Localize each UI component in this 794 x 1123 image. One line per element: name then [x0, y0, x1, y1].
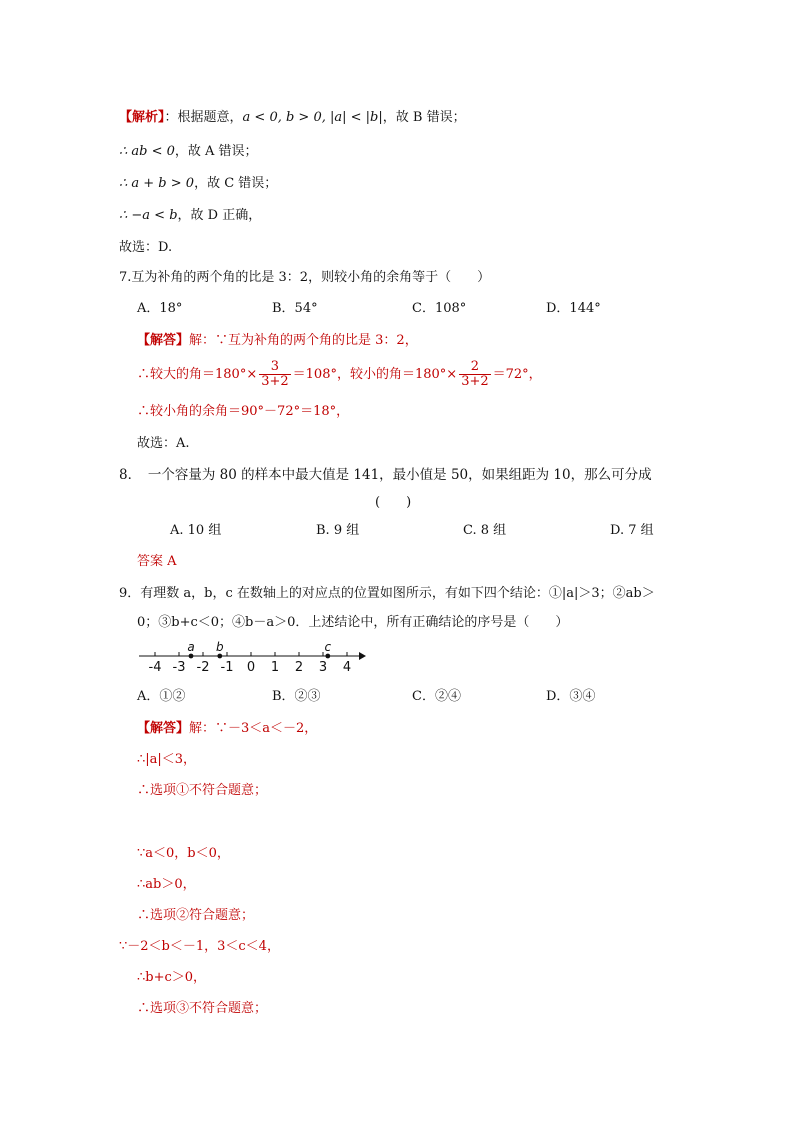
q7-solution-line-3: ∴较小角的余角＝90°－72°＝18°，: [137, 404, 350, 419]
q7-option-b: B．54°: [272, 301, 318, 316]
q9-solution-line-5: ∴ab＞0，: [137, 877, 196, 892]
analysis-tail: ，故 B 错误；: [382, 110, 466, 125]
q9-solution-line-6: ∴选项②符合题意；: [137, 908, 255, 923]
number-line-tick-label: -4: [148, 660, 162, 675]
q7-option-c: C．108°: [412, 301, 467, 316]
analysis-condition: a < 0, b > 0, |a| < |b|: [242, 110, 383, 125]
q8-option-a: A. 10 组: [170, 523, 222, 538]
q9-stem-line-2: 0；③b+c＜0；④b－a＞0．上述结论中，所有正确结论的序号是（ ）: [137, 615, 569, 630]
number-line-tick-label: 3: [318, 660, 328, 675]
analysis-math-3: ∴ a + b > 0: [119, 176, 195, 191]
analysis-math-2: ∴ ab < 0: [119, 144, 175, 159]
q7-option-d: D．144°: [546, 301, 601, 316]
q7-solution-text-1: 解：∵互为补角的两个角的比是 3：2，: [189, 333, 418, 348]
q9-solution-text-1: 解：∵－3＜a＜－2，: [189, 721, 318, 736]
number-line-point-b: [217, 654, 222, 659]
analysis-text-4: ，故 D 正确，: [177, 208, 262, 223]
q7-solution-tag: 【解答】: [137, 333, 190, 348]
number-line-tick-label: 2: [294, 660, 304, 675]
q8-answer: 答案 A: [137, 554, 177, 569]
analysis-text-3: ，故 C 错误；: [194, 176, 278, 191]
number-line-tick-label: -2: [196, 660, 210, 675]
analysis-intro: ：根据题意，: [164, 110, 243, 125]
analysis-line-2: [119, 143, 258, 161]
q9-solution-line-3: ∴选项①不符合题意；: [137, 783, 268, 798]
q8-option-d: D. 7 组: [610, 523, 654, 538]
q8-stem: 8． 一个容量为 80 的样本中最大值是 141，最小值是 50，如果组距为 10，那么可分成: [119, 467, 652, 483]
q7-fraction-1: [259, 360, 290, 389]
q7-fraction-2-den: 3+2: [461, 374, 489, 389]
q9-option-b: B．②③: [272, 689, 321, 704]
q9-solution-line-9: ∴选项③不符合题意；: [137, 1001, 268, 1016]
q9-option-c: C．②④: [412, 689, 461, 704]
analysis-tag: 【解析】: [119, 110, 165, 125]
analysis-line-1: [119, 109, 466, 127]
q7-fraction-2: [459, 360, 490, 389]
q8-option-c: C. 8 组: [463, 523, 507, 538]
number-line-ticks: [149, 652, 352, 675]
q9-solution-tag: 【解答】: [137, 721, 190, 736]
q7-fraction-1-den: 3+2: [261, 374, 289, 389]
number-line-tick-label: 1: [270, 660, 280, 675]
number-line-point-c: [325, 654, 330, 659]
q9-stem-line-1: 9．有理数 a，b，c 在数轴上的对应点的位置如图所示，有如下四个结论：①|a|＞3；②ab＞: [119, 586, 655, 601]
number-line-point-label-a: a: [187, 640, 195, 654]
analysis-math-4: ∴ −a < b: [119, 208, 178, 223]
q9-solution-line-8: ∴b+c＞0，: [137, 970, 207, 985]
q9-solution-line-2: ∴|a|＜3，: [137, 752, 197, 767]
q8-option-b: B. 9 组: [316, 523, 360, 538]
number-line: [137, 640, 367, 676]
q9-solution-line-7: ∵－2＜b＜－1，3＜c＜4，: [119, 939, 280, 954]
q9-solution-line-1: [137, 720, 317, 738]
q7-solution-text-2c: ＝72°，: [492, 367, 542, 382]
analysis-line-4: [119, 207, 261, 225]
number-line-point-label-c: c: [324, 640, 332, 654]
analysis-text-2: ，故 A 错误；: [174, 144, 258, 159]
q9-option-a: A．①②: [137, 689, 186, 704]
number-line-arrow-icon: [359, 652, 366, 660]
q9-solution-line-4: ∵a＜0，b＜0，: [137, 846, 230, 861]
q7-solution-line-2: [137, 358, 542, 392]
q7-fraction-2-num: 2: [470, 359, 480, 374]
analysis-choice: 故选：D.: [119, 240, 173, 255]
q7-solution-line-1: [137, 332, 418, 350]
number-line-point-a: [189, 654, 194, 659]
q7-choice: 故选：A.: [137, 436, 190, 451]
number-line-tick-label: -1: [220, 660, 234, 675]
q7-fraction-1-num: 3: [270, 359, 280, 374]
q7-solution-text-2b: ＝108°，较小的角＝180°×: [292, 367, 458, 382]
q7-option-a: A．18°: [137, 301, 183, 316]
number-line-tick-label: 0: [246, 660, 256, 675]
q7-stem: 7.互为补角的两个角的比是 3：2，则较小角的余角等于（ ）: [119, 270, 491, 285]
number-line-point-label-b: b: [215, 640, 224, 654]
q7-solution-text-2a: ∴较大的角＝180°×: [137, 367, 258, 382]
q8-paren: ( ): [375, 495, 412, 510]
analysis-line-3: [119, 175, 277, 193]
q9-option-d: D．③④: [546, 689, 596, 704]
number-line-tick-label: 4: [342, 660, 352, 675]
number-line-tick-label: -3: [172, 660, 186, 675]
